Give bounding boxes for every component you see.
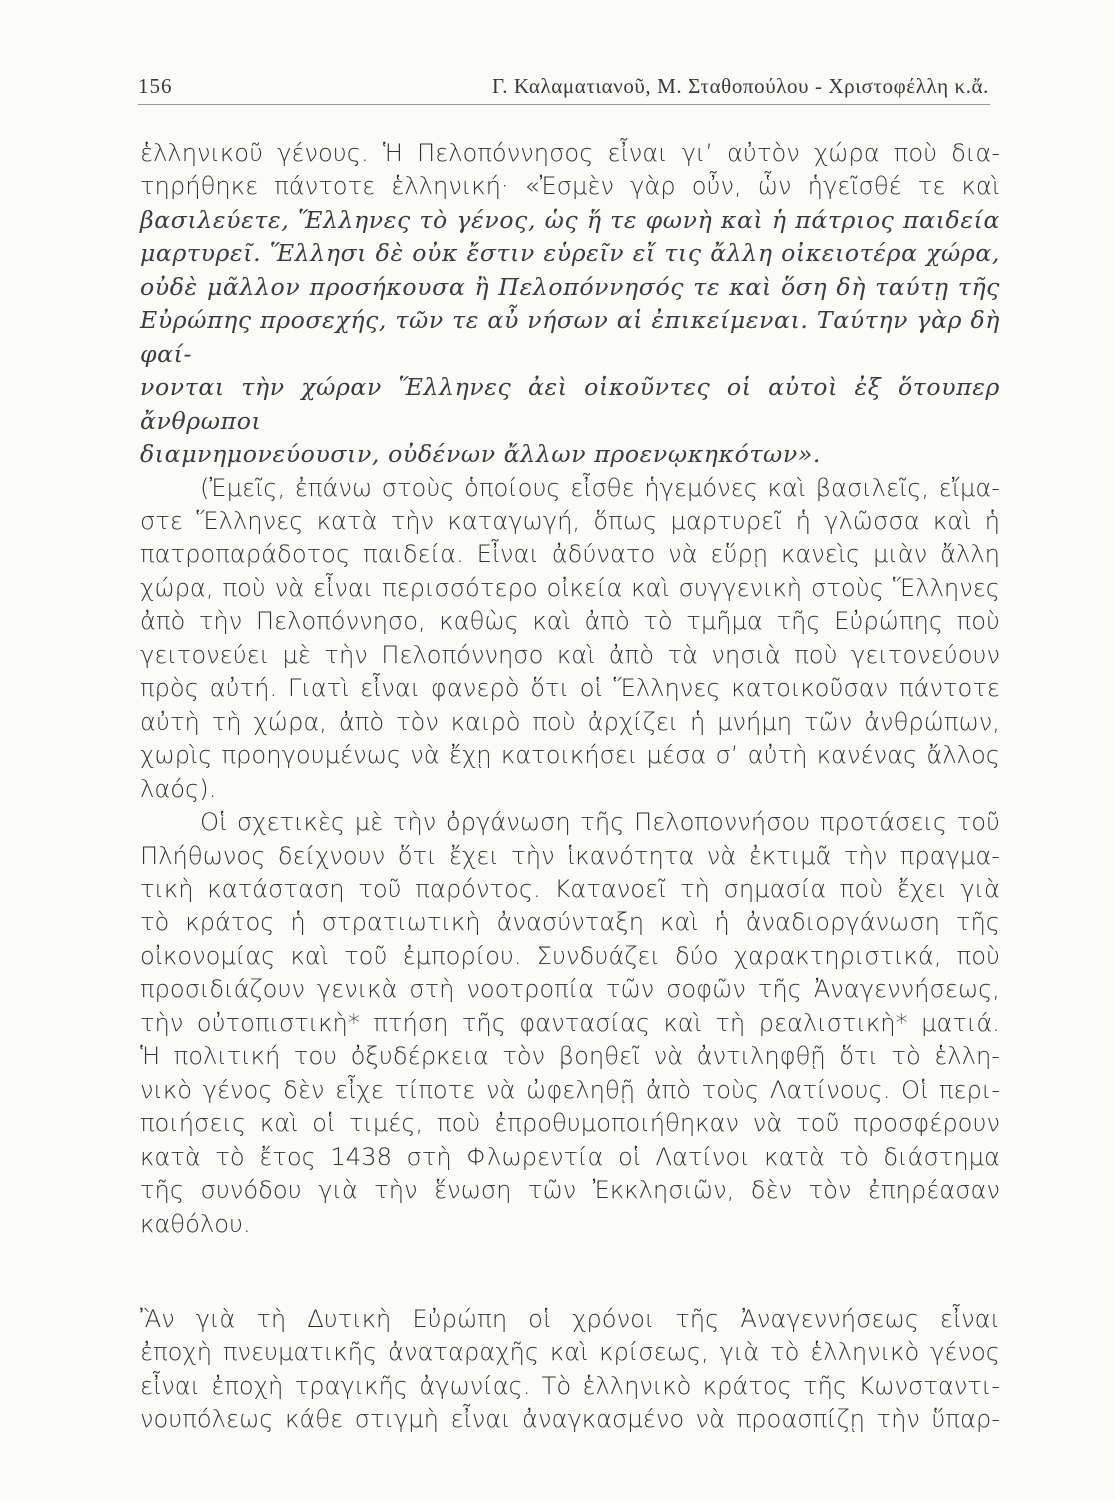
text-line: χωρὶς προηγουμένως νὰ ἔχῃ κατοικήσει μέσα σ’ αὐτὴ κανένας ἄλλος — [140, 741, 1000, 770]
text-line: τῆς συνόδου γιὰ τὴν ἕνωση τῶν Ἐκκλησιῶν, δὲν τὸν ἐπηρέασαν — [140, 1176, 1000, 1205]
text-line: ἐποχὴ πνευματικῆς ἀναταραχῆς καὶ κρίσεως, γιὰ τὸ ἑλληνικὸ γένος — [140, 1338, 1000, 1367]
text-line: ἑλληνικοῦ γένους. Ἡ Πελοπόννησος εἶναι γι’ αὐτὸν χώρα ποὺ δια- — [140, 139, 1000, 167]
text-line: τικὴ κατάσταση τοῦ παρόντος. Κατανοεῖ τὴ σημασία ποὺ ἔχει γιὰ — [140, 874, 1000, 903]
text-line: πρὸς αὐτή. Γιατὶ εἶναι φανερὸ ὅτι οἱ Ἕλληνες κατοικοῦσαν πάντοτε — [140, 674, 1000, 703]
text-line: Οἱ σχετικὲς μὲ τὴν ὀργάνωση τῆς Πελοποννήσου προτάσεις τοῦ — [200, 808, 1000, 837]
text-line: τηρήθηκε πάντοτε ἑλληνική· «Ἐσμὲν γὰρ οὖν, ὧν ἡγεῖσθέ τε καὶ — [140, 172, 1000, 201]
main-text-block — [140, 137, 1000, 1241]
text-line: στε Ἕλληνες κατὰ τὴν καταγωγή, ὅπως μαρτυρεῖ ἡ γλῶσσα καὶ ἡ — [140, 506, 1000, 535]
text-line: κατὰ τὸ ἔτος 1438 στὴ Φλωρεντία οἱ Λατίνοι κατὰ τὸ διάστημα — [140, 1142, 1000, 1171]
text-line: τὴν οὐτοπιστικὴ* πτήση τῆς φαντασίας καὶ τὴ ρεαλιστικὴ* ματιά. — [140, 1008, 1000, 1037]
text-line: τὸ κράτος ἡ στρατιωτικὴ ἀνασύνταξη καὶ ἡ ἀναδιοργάνωση τῆς — [140, 908, 1000, 937]
text-line: μαρτυρεῖ. Ἕλλησι δὲ οὐκ ἔστιν εὑρεῖν εἴ τις ἄλλη οἰκειοτέρα χώρα, — [140, 239, 1000, 268]
text-line: οἰκονομίας καὶ τοῦ ἐμπορίου. Συνδυάζει δύο χαρακτηριστικά, ποὺ — [140, 941, 1000, 970]
text-line: Ἂν γιὰ τὴ Δυτικὴ Εὐρώπη οἱ χρόνοι τῆς Ἀναγεννήσεως εἶναι — [140, 1305, 1000, 1333]
text-line: καθόλου. — [140, 1209, 251, 1238]
text-line: γειτονεύει μὲ τὴν Πελοπόννησο καὶ ἀπὸ τὰ νησιὰ ποὺ γειτονεύουν — [140, 640, 1000, 669]
text-line: (Ἐμεῖς, ἐπάνω στοὺς ὁποίους εἶσθε ἡγεμόνες καὶ βασιλεῖς, εἴμα- — [200, 473, 1000, 502]
running-head: Γ. Καλαματιανοῦ, Μ. Σταθοπούλου - Χριστοφέλλη κ.ἄ. — [491, 74, 989, 98]
text-line: προσιδιάζουν γενικὰ στὴ νοοτροπία τῶν σοφῶν τῆς Ἀναγεννήσεως, — [140, 975, 1000, 1004]
text-line: εἶναι ἐποχὴ τραγικῆς ἀγωνίας. Τὸ ἑλληνικὸ κράτος τῆς Κωνσταντι- — [140, 1371, 1000, 1400]
text-line: οὐδὲ μᾶλλον προσήκουσα ἢ Πελοπόννησός τε καὶ ὅση δὴ ταύτῃ τῆς — [140, 272, 1000, 301]
text-line: Εὐρώπης προσεχής, τῶν τε αὖ νήσων αἱ ἐπικείμεναι. Ταύτην γὰρ δὴ φαί- — [140, 306, 1000, 368]
text-line: Πλήθωνος δείχνουν ὅτι ἔχει τὴν ἱκανότητα νὰ ἐκτιμᾶ τὴν πραγμα- — [140, 841, 1000, 870]
second-text-block — [140, 1303, 1000, 1437]
text-line: νονται τὴν χώραν Ἕλληνες ἀεὶ οἰκοῦντες οἱ αὐτοὶ ἐξ ὅτουπερ ἄνθρωποι — [140, 373, 1000, 435]
text-line: διαμνημονεύουσιν, οὐδένων ἄλλων προενῳκηκότων». — [140, 440, 821, 469]
text-line: πατροπαράδοτος παιδεία. Εἶναι ἀδύνατο νὰ εὕρῃ κανεὶς μιὰν ἄλλη — [140, 540, 1000, 569]
page-number: 156 — [138, 74, 173, 98]
text-line: βασιλεύετε, Ἕλληνες τὸ γένος, ὡς ἥ τε φωνὴ καὶ ἡ πάτριος παιδεία — [140, 205, 1000, 234]
text-line: ἀπὸ τὴν Πελοπόννησο, καθὼς καὶ ἀπὸ τὸ τμῆμα τῆς Εὐρώπης ποὺ — [140, 607, 1000, 636]
text-line: Ἡ πολιτική του ὀξυδέρκεια τὸν βοηθεῖ νὰ ἀντιληφθῇ ὅτι τὸ ἑλλη- — [140, 1042, 1000, 1071]
header-rule — [138, 104, 990, 105]
text-line: λαός). — [140, 774, 217, 803]
text-line: αὐτὴ τὴ χώρα, ἀπὸ τὸν καιρὸ ποὺ ἀρχίζει ἡ μνήμη τῶν ἀνθρώπων, — [140, 707, 1000, 736]
text-line: νουπόλεως κάθε στιγμὴ εἶναι ἀναγκασμένο νὰ προασπίζῃ τὴν ὕπαρ- — [140, 1405, 1000, 1434]
text-line: χώρα, ποὺ νὰ εἶναι περισσότερο οἰκεία καὶ συγγενικὴ στοὺς Ἕλληνες — [140, 573, 1000, 602]
text-line: νικὸ γένος δὲν εἶχε τίποτε νὰ ὠφεληθῇ ἀπὸ τοὺς Λατίνους. Οἱ περι- — [140, 1075, 1000, 1104]
text-line: ποιήσεις καὶ οἱ τιμές, ποὺ ἐπροθυμοποιήθηκαν νὰ τοῦ προσφέρουν — [140, 1109, 1000, 1138]
